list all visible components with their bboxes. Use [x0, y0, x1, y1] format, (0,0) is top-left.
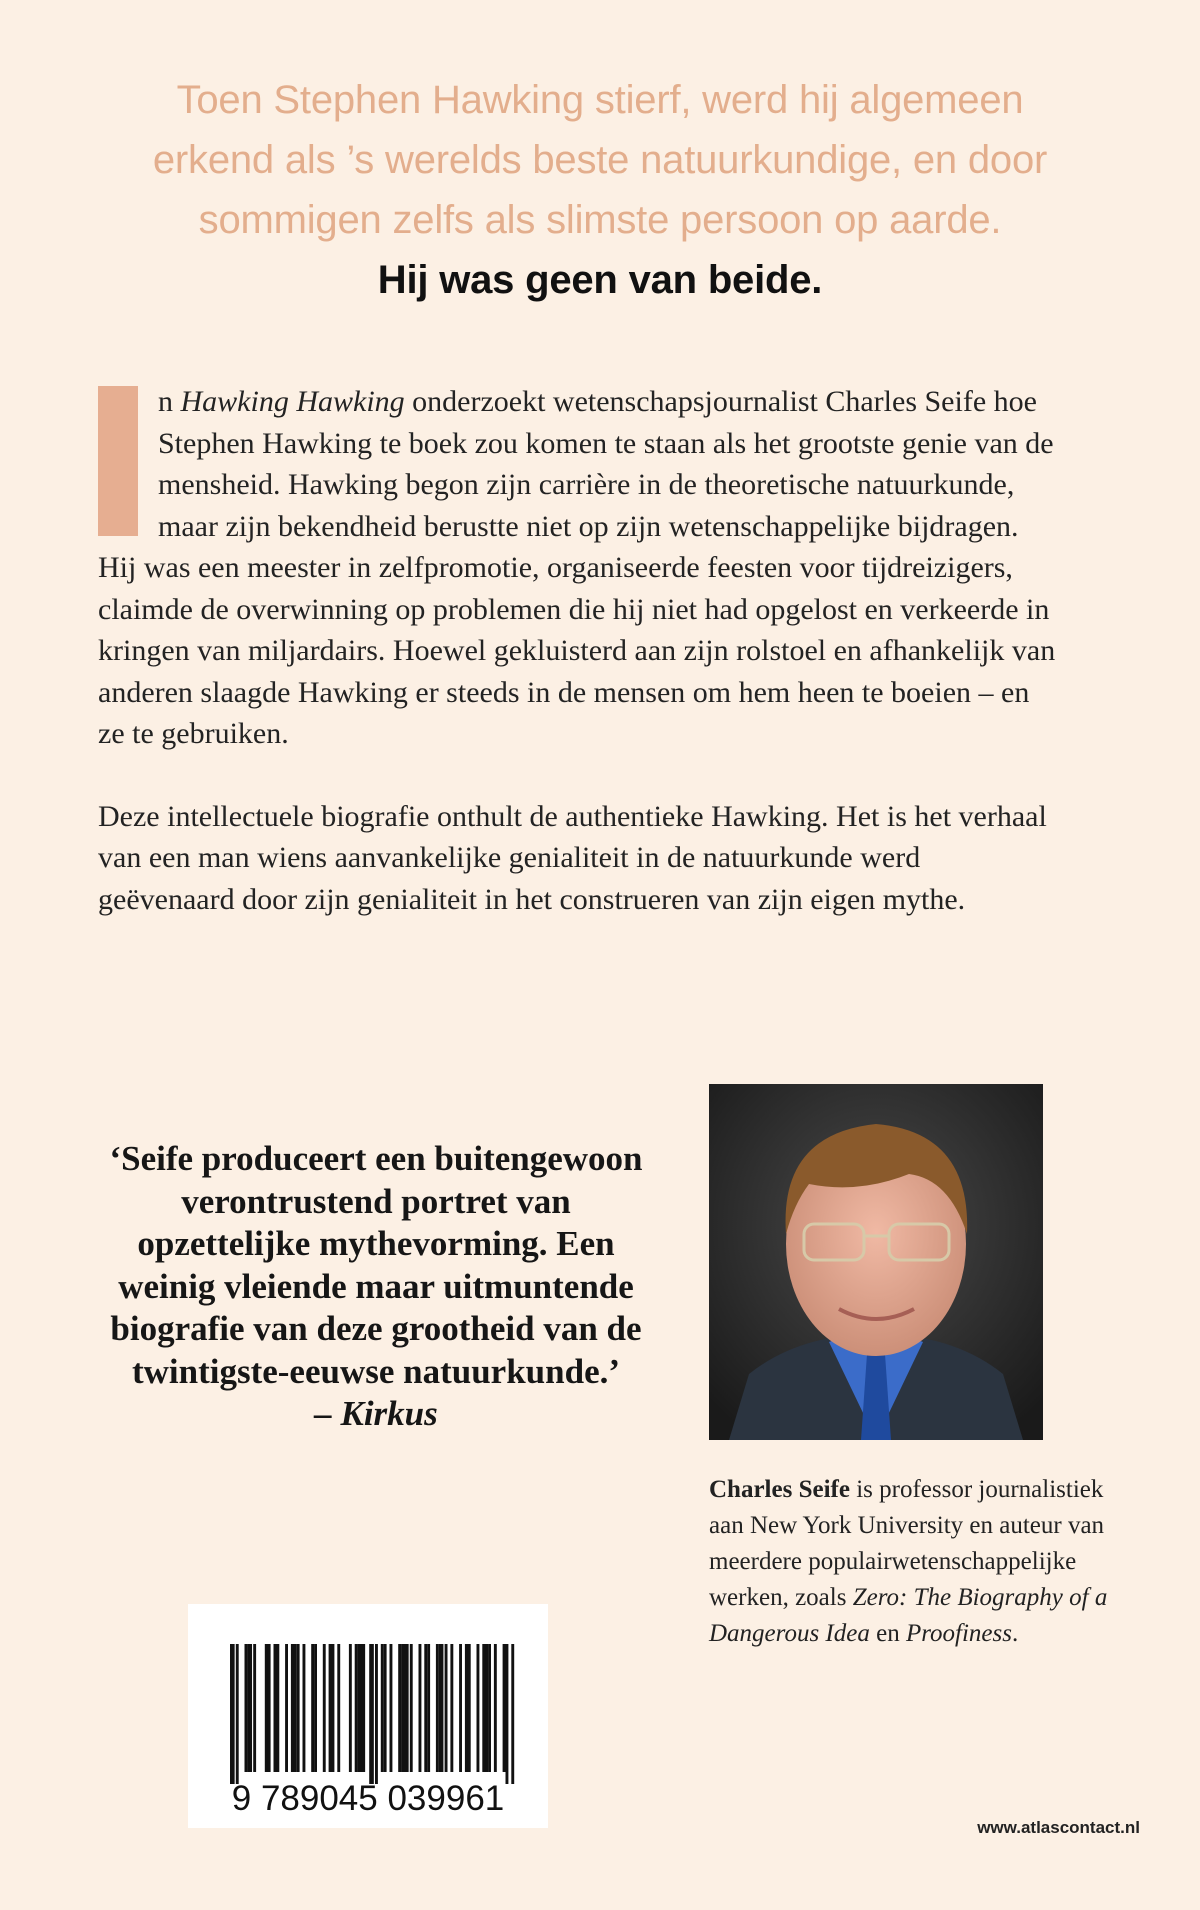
barcode-bar	[311, 1644, 314, 1772]
blurb-paragraph-2: Deze intellectuele biografie onthult de authentieke Hawking. Het is het verhaal van een man wiens aanvankelijke genialiteit in de natuurkunde werd geëvenaard door zijn genialiteit in het construeren van zijn eigen mythe.	[98, 799, 1047, 916]
barcode-bar	[439, 1644, 444, 1772]
bio-text-1: is professor journalistiek aan New York University en auteur van meerdere populairwetenschappelijke werken, zoals	[709, 1476, 1105, 1611]
barcode-bar	[390, 1644, 393, 1772]
barcode-bar	[314, 1644, 317, 1772]
headline-line-3: sommigen zelfs als slimste persoon op aarde.	[198, 198, 1002, 242]
barcode-bar	[398, 1644, 401, 1772]
book-title-zero: Zero: The Biography of a Dangerous Idea	[709, 1584, 1108, 1647]
book-title: Hawking Hawking	[180, 385, 405, 418]
publisher-website: www.atlascontact.nl	[977, 1818, 1140, 1837]
barcode-bar	[247, 1644, 252, 1772]
barcode-bar	[268, 1644, 271, 1772]
barcode-bars	[230, 1644, 514, 1784]
barcode-bar	[349, 1644, 352, 1772]
book-title-proofiness: Proofiness	[905, 1620, 1012, 1647]
barcode-bar	[468, 1644, 471, 1772]
barcode-bar	[358, 1644, 361, 1772]
blurb-paragraph-1	[98, 381, 1058, 755]
headline-line-1: Toen Stephen Hawking stierf, werd hij algemeen	[176, 78, 1024, 122]
barcode-bar	[488, 1644, 491, 1772]
barcode-bar	[477, 1644, 480, 1772]
barcode-bar	[459, 1644, 462, 1772]
headline	[100, 70, 1100, 310]
barcode-bar	[245, 1644, 248, 1772]
barcode-bar	[381, 1644, 384, 1772]
barcode-bar	[401, 1644, 404, 1772]
headline-line-2: erkend als ’s werelds beste natuurkundige, en door	[152, 138, 1048, 182]
barcode-bar	[285, 1644, 288, 1772]
barcode-bar	[253, 1644, 256, 1772]
barcode-bar	[506, 1644, 509, 1784]
blurb-lead: n	[158, 385, 181, 418]
barcode-bar	[424, 1644, 427, 1772]
barcode-bar	[361, 1644, 366, 1772]
barcode-bar	[450, 1644, 453, 1772]
barcode-bar	[511, 1644, 514, 1784]
blurb-body	[98, 381, 1058, 920]
barcode-bar	[404, 1644, 409, 1772]
barcode-digits: 9 789045 039961	[231, 1779, 505, 1818]
barcode-bar	[236, 1644, 239, 1784]
barcode-bar	[323, 1644, 326, 1772]
bio-text-3: .	[1012, 1620, 1019, 1647]
barcode-bar	[445, 1644, 448, 1772]
barcode-bar	[332, 1644, 335, 1772]
barcode-bar	[276, 1644, 279, 1772]
barcode-bar	[303, 1644, 306, 1772]
barcode-bar	[329, 1644, 332, 1772]
barcode-bar	[337, 1644, 340, 1772]
barcode-bar	[297, 1644, 300, 1772]
barcode-bar	[503, 1644, 506, 1772]
drop-cap-block	[98, 386, 138, 536]
review-quote	[96, 1138, 656, 1436]
barcode-bar	[427, 1644, 430, 1772]
barcode-bar	[494, 1644, 497, 1772]
headline-line-4: Hij was geen van beide.	[377, 258, 823, 302]
barcode-bar	[384, 1644, 387, 1772]
barcode-bar	[369, 1644, 374, 1784]
barcode-bar	[485, 1644, 488, 1772]
author-name: Charles Seife	[709, 1476, 850, 1503]
barcode-bar	[410, 1644, 413, 1772]
author-photo	[709, 1084, 1043, 1440]
barcode-image	[188, 1604, 548, 1828]
isbn-barcode	[188, 1604, 548, 1828]
bio-text-2: en	[869, 1620, 906, 1647]
barcode-bar	[436, 1644, 439, 1772]
author-bio	[709, 1472, 1109, 1652]
author-portrait-image	[709, 1084, 1043, 1440]
quote-source: – Kirkus	[314, 1394, 438, 1433]
barcode-bar	[294, 1644, 297, 1772]
blurb-paragraph-1-text: onderzoekt wetenschapsjournalist Charles Seife hoe Stephen Hawking te boek zou komen te staan als het grootste genie van de mensheid. Hawking begon zijn carrière in de theoretische natuurkunde, maar zijn bekendheid berustte niet op zijn wetenschappelijke bijdragen. Hij was een meester in zelfpromotie, organiseerde feesten voor tijdreizigers, claimde de overwinning op problemen die hij niet had opgelost en verkeerde in kringen van miljardairs. Hoewel gekluisterd aan zijn rolstoel en afhankelijk van anderen slaagde Hawking er steeds in de mensen om hem heen te boeien – en ze te gebruiken.	[98, 385, 1056, 750]
barcode-bar	[419, 1644, 422, 1772]
barcode-bar	[230, 1644, 235, 1784]
barcode-bar	[355, 1644, 358, 1772]
barcode-bar	[375, 1644, 378, 1784]
quote-text: ‘Seife produceert een buitengewoon verontrustend portret van opzettelijke mythevorming. Een weinig vleiende maar uitmuntende biografie van deze grootheid van de twintigste-eeuwse natuurkunde.’	[109, 1139, 643, 1391]
